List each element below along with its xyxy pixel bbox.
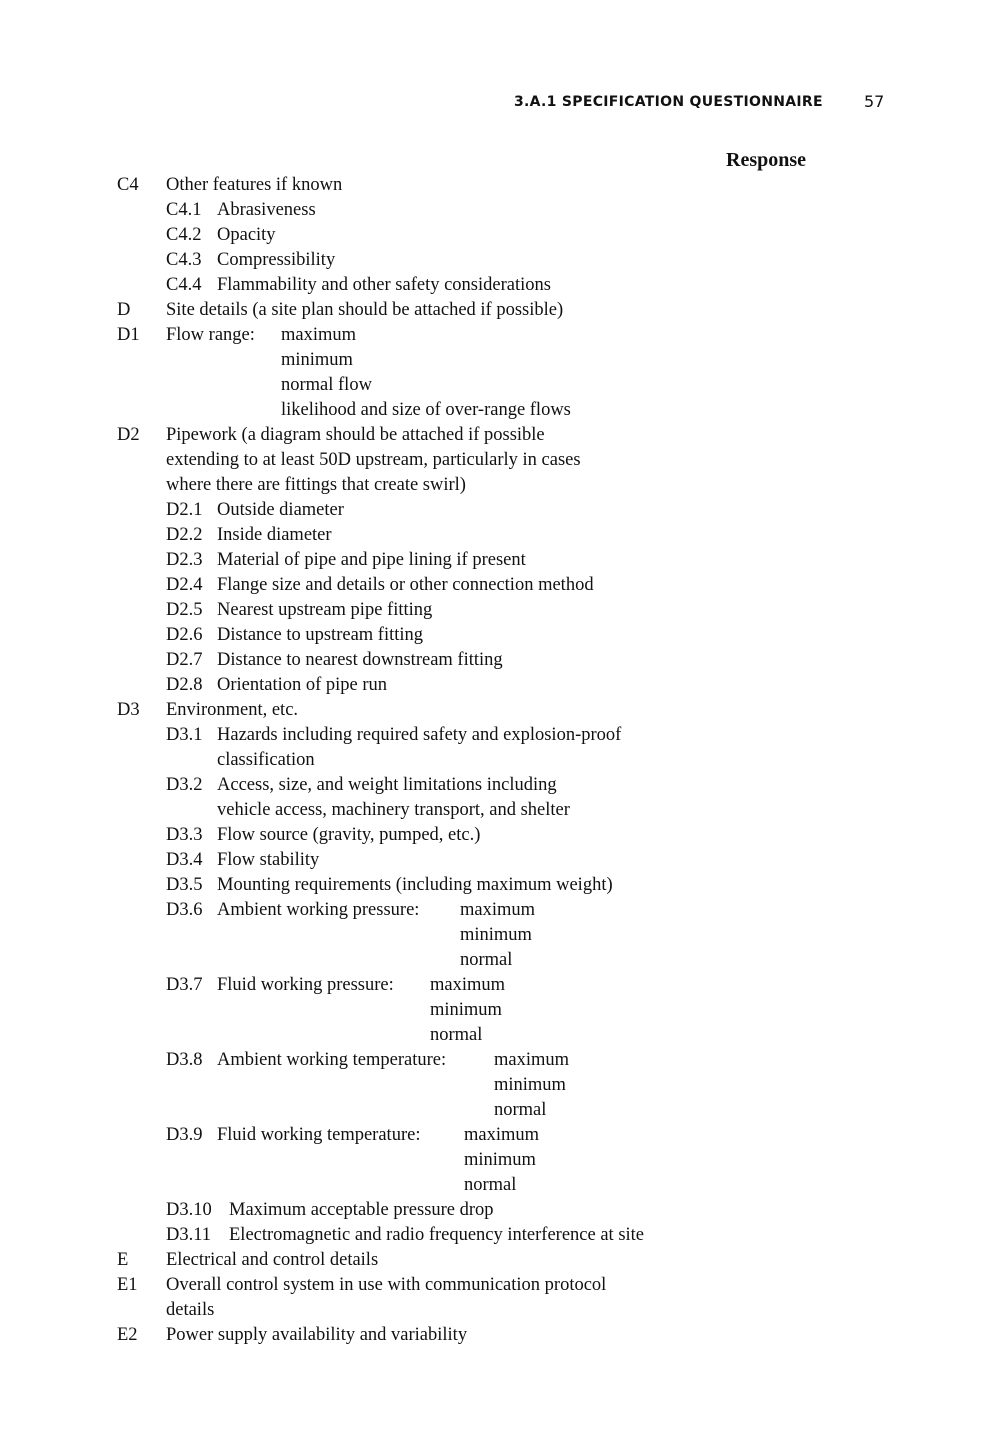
response-column-heading: Response [726,149,807,171]
item-subcode: D3.4 [166,850,203,870]
list-item [0,498,1008,523]
item-text: Nearest upstream pipe fitting [217,600,433,620]
item-text: Flow stability [217,850,320,870]
item-subcode: D2.7 [166,650,203,670]
list-item [0,248,1008,273]
list-item [0,1173,1008,1198]
item-text: Power supply availability and variability [166,1325,468,1345]
list-item [0,573,1008,598]
item-text: Compressibility [217,250,336,270]
item-subcode: C4.4 [166,275,202,295]
item-value: maximum [430,975,506,995]
item-code: D3 [117,700,140,720]
item-value: minimum [464,1150,536,1170]
list-item [0,1098,1008,1123]
list-item [0,1198,1008,1223]
item-subcode: C4.2 [166,225,202,245]
item-value: normal flow [281,375,372,395]
list-item [0,748,1008,773]
item-value: maximum [494,1050,570,1070]
item-text: Electrical and control details [166,1250,379,1270]
item-text: Hazards including required safety and explosion-proof [217,725,622,745]
item-text: Flammability and other safety considerations [217,275,551,295]
item-text: Flange size and details or other connection method [217,575,594,595]
item-text: extending to at least 50D upstream, particularly in cases [166,450,581,470]
list-item [0,823,1008,848]
item-text: Outside diameter [217,500,344,520]
item-text: Orientation of pipe run [217,675,388,695]
page-header [0,94,1008,116]
item-code: E [117,1250,129,1270]
running-head: 3.A.1 SPECIFICATION QUESTIONNAIRE [514,94,823,110]
list-item [0,648,1008,673]
list-item [0,548,1008,573]
list-item [0,698,1008,723]
list-item [0,973,1008,998]
item-text: Material of pipe and pipe lining if present [217,550,526,570]
item-value: maximum [460,900,536,920]
item-text: details [166,1300,215,1320]
item-subcode: C4.3 [166,250,202,270]
item-text: Access, size, and weight limitations including [217,775,557,795]
item-text: Mounting requirements (including maximum weight) [217,875,613,895]
list-item [0,898,1008,923]
list-item [0,948,1008,973]
item-text: Pipework (a diagram should be attached if possible [166,425,545,445]
item-text: Overall control system in use with communication protocol [166,1275,607,1295]
item-value: likelihood and size of over-range flows [281,400,571,420]
item-subcode: D3.9 [166,1125,203,1145]
list-item [0,323,1008,348]
list-item [0,448,1008,473]
item-text: Fluid working pressure: [217,975,394,995]
item-text: Environment, etc. [166,700,299,720]
item-text: Site details (a site plan should be attached if possible) [166,300,564,320]
list-item [0,473,1008,498]
list-item [0,623,1008,648]
item-text: Distance to nearest downstream fitting [217,650,503,670]
list-item [0,998,1008,1023]
item-text: Maximum acceptable pressure drop [229,1200,494,1220]
list-item [0,348,1008,373]
list-item [0,923,1008,948]
item-value: normal [460,950,513,970]
list-item [0,723,1008,748]
list-item [0,1323,1008,1348]
item-value: minimum [494,1075,566,1095]
list-item [0,523,1008,548]
item-subcode: D3.5 [166,875,203,895]
item-text: Flow range: [166,325,255,345]
item-subcode: D2.1 [166,500,203,520]
item-subcode: D2.5 [166,600,203,620]
item-code: E2 [117,1325,138,1345]
item-subcode: D2.8 [166,675,203,695]
list-item [0,223,1008,248]
list-item [0,1223,1008,1248]
item-subcode: C4.1 [166,200,202,220]
item-subcode: D3.11 [166,1225,212,1245]
item-text: Other features if known [166,175,343,195]
list-item [0,373,1008,398]
list-item [0,298,1008,323]
item-text: Flow source (gravity, pumped, etc.) [217,825,481,845]
list-item [0,1248,1008,1273]
item-text: where there are fittings that create swirl) [166,475,466,495]
item-value: minimum [281,350,353,370]
list-item [0,1023,1008,1048]
list-item [0,398,1008,423]
item-subcode: D2.2 [166,525,203,545]
item-value: normal [464,1175,517,1195]
list-item [0,1273,1008,1298]
item-value: maximum [281,325,357,345]
list-item [0,198,1008,223]
list-item [0,423,1008,448]
page-number: 57 [864,92,885,111]
item-subcode: D3.6 [166,900,203,920]
item-subcode: D3.3 [166,825,203,845]
item-code: E1 [117,1275,138,1295]
item-code: D1 [117,325,140,345]
list-item [0,1073,1008,1098]
item-text: vehicle access, machinery transport, and shelter [217,800,570,820]
item-value: minimum [430,1000,502,1020]
item-subcode: D2.4 [166,575,203,595]
item-value: normal [430,1025,483,1045]
list-item [0,273,1008,298]
list-item [0,848,1008,873]
list-item [0,798,1008,823]
item-code: D [117,300,131,320]
item-text: Ambient working temperature: [217,1050,447,1070]
list-item [0,173,1008,198]
item-text: classification [217,750,315,770]
item-subcode: D2.3 [166,550,203,570]
list-item [0,1148,1008,1173]
item-code: C4 [117,175,139,195]
item-text: Ambient working pressure: [217,900,420,920]
item-code: D2 [117,425,140,445]
list-item [0,673,1008,698]
item-text: Electromagnetic and radio frequency interference at site [229,1225,645,1245]
item-subcode: D3.10 [166,1200,212,1220]
list-item [0,598,1008,623]
item-subcode: D3.1 [166,725,203,745]
item-text: Opacity [217,225,276,245]
item-subcode: D3.8 [166,1050,203,1070]
item-text: Inside diameter [217,525,332,545]
item-subcode: D3.2 [166,775,203,795]
item-text: Fluid working temperature: [217,1125,421,1145]
list-item [0,1048,1008,1073]
list-item [0,1298,1008,1323]
questionnaire-list [0,173,1008,1348]
item-value: minimum [460,925,532,945]
item-subcode: D2.6 [166,625,203,645]
list-item [0,873,1008,898]
list-item [0,1123,1008,1148]
list-item [0,773,1008,798]
item-text: Distance to upstream fitting [217,625,424,645]
item-text: Abrasiveness [217,200,316,220]
item-value: normal [494,1100,547,1120]
item-subcode: D3.7 [166,975,203,995]
item-value: maximum [464,1125,540,1145]
